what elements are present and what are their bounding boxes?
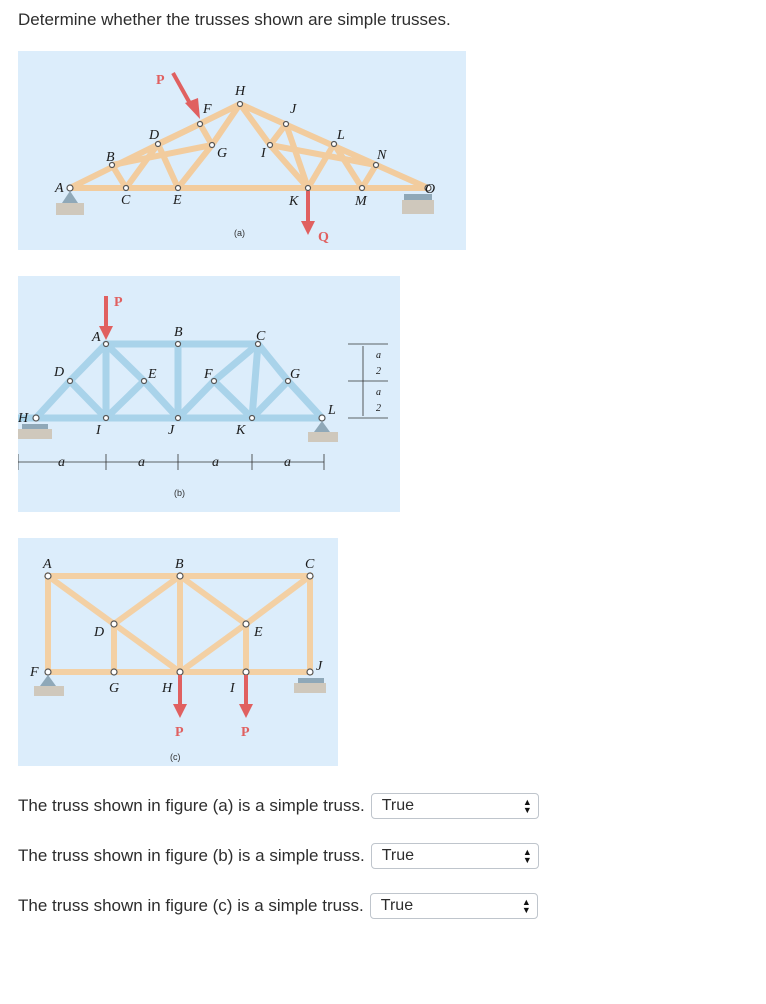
node-label: H — [235, 84, 246, 99]
node-label: O — [425, 182, 436, 197]
dim-label: a — [138, 455, 145, 470]
node-label: C — [305, 557, 315, 572]
node-label: K — [236, 423, 246, 438]
answer-dropdown-a[interactable] — [371, 793, 539, 819]
load-label-p: P — [156, 73, 165, 88]
load-label-q: Q — [318, 230, 329, 245]
dropdown-arrows-icon: ▲ ▼ — [522, 847, 532, 865]
support-pin-b — [308, 421, 338, 442]
node-label: M — [355, 194, 367, 209]
load-arrow-p-c-2 — [239, 675, 253, 718]
dim-label: a — [212, 455, 219, 470]
node-label: J — [316, 659, 323, 674]
question-prompt: Determine whether the trusses shown are simple trusses. — [18, 10, 451, 29]
node-label: N — [377, 148, 387, 163]
node-label: L — [328, 403, 336, 418]
answer-dropdown-c[interactable] — [370, 893, 538, 919]
answer-dropdown-b[interactable] — [371, 843, 539, 869]
node-label: D — [54, 365, 65, 380]
figure-caption-c: (c) — [170, 752, 181, 762]
load-label-p: P — [114, 295, 123, 310]
node-label: H — [162, 681, 173, 696]
node-label: I — [230, 681, 235, 696]
figure-a — [18, 51, 466, 250]
load-arrow-p-a — [173, 73, 200, 119]
dim-label: 2 — [376, 403, 381, 414]
dim-label: a — [58, 455, 65, 470]
node-label: I — [96, 423, 101, 438]
node-label: B — [174, 325, 183, 340]
truss-members-b — [18, 344, 322, 418]
node-label: A — [55, 181, 64, 196]
node-label: J — [290, 102, 297, 117]
dropdown-arrows-icon: ▲ ▼ — [521, 897, 531, 915]
node-label: F — [203, 102, 212, 117]
node-label: G — [217, 146, 228, 161]
question-text: The truss shown in figure (b) is a simple truss. — [18, 846, 365, 865]
node-label: K — [289, 194, 299, 209]
node-label: J — [168, 423, 175, 438]
dropdown-value: True — [381, 847, 415, 864]
load-label-p: P — [241, 725, 250, 740]
truss-members-c — [48, 576, 310, 672]
support-roller-c — [294, 678, 326, 693]
node-label: B — [175, 557, 184, 572]
node-label: H — [18, 411, 29, 426]
node-label: D — [149, 128, 160, 143]
support-roller-a — [402, 194, 434, 214]
dim-label: a — [376, 387, 381, 398]
node-label: E — [173, 193, 182, 208]
node-label: C — [256, 329, 266, 344]
node-label: I — [261, 146, 266, 161]
node-label: L — [337, 128, 345, 143]
node-label: G — [109, 681, 120, 696]
load-arrow-q-a — [301, 191, 315, 235]
dropdown-value: True — [381, 797, 415, 814]
figure-caption-a: (a) — [234, 228, 245, 238]
dim-label: 2 — [376, 366, 381, 377]
truss-members-a — [70, 104, 428, 188]
figure-b — [18, 276, 400, 512]
node-label: F — [204, 367, 213, 382]
question-text: The truss shown in figure (a) is a simple truss. — [18, 796, 365, 815]
load-arrow-p-c-1 — [173, 675, 187, 718]
dropdown-arrows-icon: ▲ ▼ — [522, 797, 532, 815]
figure-caption-b: (b) — [174, 488, 185, 498]
question-row-a — [18, 793, 539, 819]
node-label: E — [254, 625, 263, 640]
dim-label: a — [376, 350, 381, 361]
question-row-c — [18, 893, 538, 919]
node-label: A — [92, 330, 101, 345]
support-roller-b — [18, 424, 52, 439]
node-label: E — [148, 367, 157, 382]
node-label: G — [290, 367, 301, 382]
node-label: F — [30, 665, 39, 680]
load-label-p: P — [175, 725, 184, 740]
question-text: The truss shown in figure (c) is a simple truss. — [18, 896, 364, 915]
node-label: D — [94, 625, 105, 640]
node-label: C — [121, 193, 131, 208]
node-label: A — [43, 557, 52, 572]
dim-label: a — [284, 455, 291, 470]
load-arrow-p-b — [99, 296, 113, 340]
figure-c — [18, 538, 338, 766]
node-label: B — [106, 150, 115, 165]
dropdown-value: True — [380, 897, 414, 914]
question-row-b — [18, 843, 539, 869]
